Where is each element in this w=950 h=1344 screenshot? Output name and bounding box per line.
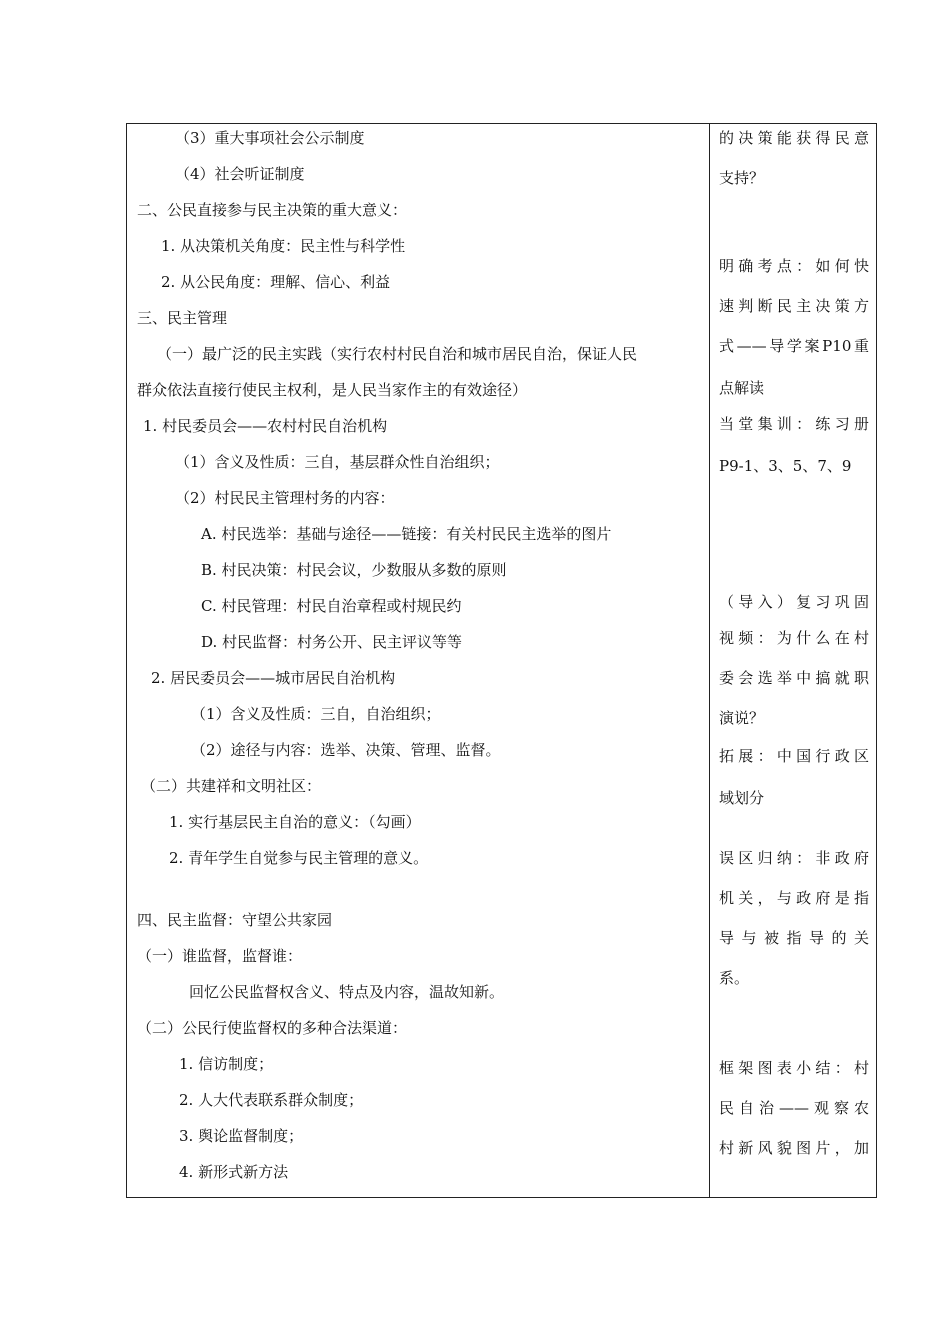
text-line: （一）最广泛的民主实践（实行农村村民自治和城市居民自治，保证人民 (157, 345, 638, 363)
text-line: 2. 居民委员会——城市居民自治机构 (151, 669, 396, 687)
text-line: （1）含义及性质：三自，自治组织； (191, 705, 441, 723)
text-line: 3. 舆论监督制度； (179, 1127, 304, 1145)
note-line: 委会选举中搞就职 (719, 669, 869, 687)
text-line: 2. 人大代表联系群众制度； (179, 1091, 364, 1109)
note-line: 误区归纳：非政府 (719, 849, 869, 867)
note-line: P9-1、3、5、7、9 (719, 457, 852, 475)
text-line: （3）重大事项社会公示制度 (175, 129, 365, 147)
section-heading: 二、公民直接参与民主决策的重大意义： (137, 201, 408, 219)
section-heading: 四、民主监督：守望公共家园 (137, 911, 333, 929)
note-line: 村新风貌图片，加 (719, 1139, 869, 1157)
text-line: （二）公民行使监督权的多种合法渠道： (137, 1019, 408, 1037)
text-line: 4. 新形式新方法 (179, 1163, 289, 1181)
note-line: 明确考点：如何快 (719, 257, 869, 275)
text-line: D. 村民监督：村务公开、民主评议等等 (201, 633, 463, 651)
text-line: 1. 村民委员会——农村村民自治机构 (143, 417, 388, 435)
text-line: 2. 青年学生自觉参与民主管理的意义。 (169, 849, 429, 867)
note-line: 支持？ (719, 169, 765, 187)
text-line: 群众依法直接行使民主权利，是人民当家作主的有效途径） (137, 381, 528, 399)
note-line: 民自治——观察农 (719, 1099, 869, 1117)
note-line: 速判断民主决策方 (719, 297, 869, 315)
note-line: 的决策能获得民意 (719, 129, 869, 147)
section-heading: 三、民主管理 (137, 309, 228, 327)
note-line: 拓展：中国行政区 (719, 747, 869, 765)
text-line: （2）村民民主管理村务的内容： (175, 489, 395, 507)
text-line: （1）含义及性质：三自，基层群众性自治组织； (175, 453, 500, 471)
note-line: 视频：为什么在村 (719, 629, 869, 647)
note-line: 机关，与政府是指 (719, 889, 869, 907)
column-divider (709, 124, 710, 1197)
text-line: C. 村民管理：村民自治章程或村规民约 (201, 597, 462, 615)
note-line: 系。 (719, 969, 750, 987)
text-line: 1. 从决策机关角度：民主性与科学性 (161, 237, 406, 255)
note-line: 演说？ (719, 709, 765, 727)
text-line: （2）途径与内容：选举、决策、管理、监督。 (191, 741, 501, 759)
text-line: （一）谁监督，监督谁： (137, 947, 303, 965)
text-line: 1. 信访制度； (179, 1055, 274, 1073)
text-line: B. 村民决策：村民会议，少数服从多数的原则 (201, 561, 507, 579)
note-line: 导与被指导的关 (719, 929, 869, 947)
lesson-plan-table (126, 123, 877, 1198)
text-line: 2. 从公民角度：理解、信心、利益 (161, 273, 391, 291)
text-line: 回忆公民监督权含义、特点及内容，温故知新。 (189, 983, 505, 1001)
note-line: 域划分 (719, 789, 765, 807)
text-line: A. 村民选举：基础与途径——链接：有关村民民主选举的图片 (201, 525, 612, 543)
text-line: （4）社会听证制度 (175, 165, 305, 183)
note-line: 当堂集训：练习册 (719, 415, 869, 433)
text-line: 1. 实行基层民主自治的意义：（勾画） (169, 813, 421, 831)
note-line: 点解读 (719, 379, 765, 397)
note-line: 式——导学案P10重 (719, 337, 869, 355)
text-line: （二）共建祥和文明社区： (141, 777, 322, 795)
note-line: 框架图表小结：村 (719, 1059, 869, 1077)
note-line: （导入）复习巩固 (719, 593, 869, 611)
